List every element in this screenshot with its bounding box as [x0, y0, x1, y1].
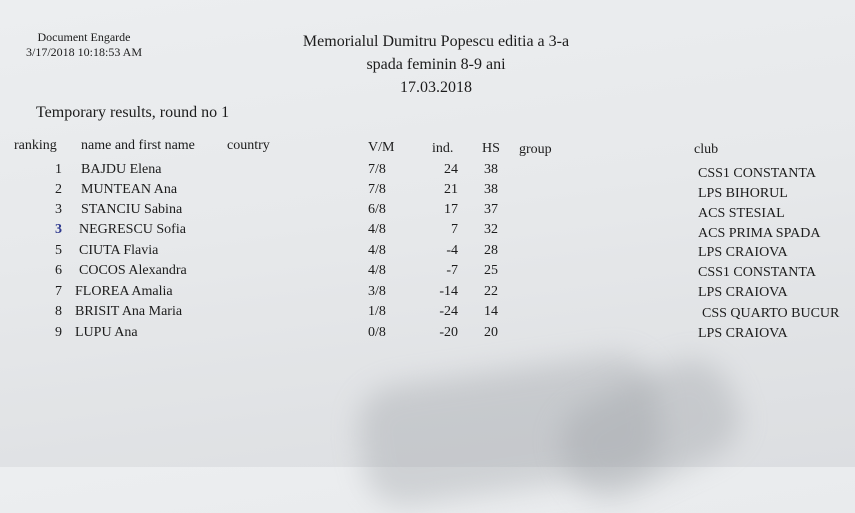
table-row	[0, 162, 855, 182]
name-cell: FLOREA Amalia	[75, 284, 173, 299]
ind-cell: 7	[451, 222, 458, 237]
hs-cell: 28	[484, 243, 498, 258]
vm-cell: 1/8	[368, 304, 386, 319]
ind-cell: 24	[444, 162, 458, 177]
name-cell: LUPU Ana	[75, 325, 138, 340]
ind-cell: -20	[439, 325, 458, 340]
ind-cell: -7	[446, 263, 458, 278]
results-subtitle: Temporary results, round no 1	[36, 104, 230, 121]
document-header	[266, 30, 606, 99]
vm-cell: 4/8	[368, 243, 386, 258]
name-cell: NEGRESCU Sofia	[79, 222, 186, 237]
col-ind: ind.	[432, 141, 454, 156]
col-name: name and first name	[81, 138, 195, 153]
hs-cell: 38	[484, 182, 498, 197]
hs-cell: 20	[484, 325, 498, 340]
ranking-cell: 1	[55, 162, 62, 177]
col-ranking: ranking	[14, 138, 57, 153]
competition-category: spada feminin 8-9 ani	[366, 56, 506, 73]
hs-cell: 25	[484, 263, 498, 278]
vm-cell: 3/8	[368, 284, 386, 299]
ranking-cell: 3	[55, 222, 62, 237]
col-group: group	[519, 142, 552, 157]
col-hs: HS	[482, 141, 500, 156]
table-row	[0, 202, 855, 222]
name-cell: BAJDU Elena	[81, 162, 162, 177]
col-club: club	[694, 142, 719, 157]
ranking-cell: 5	[55, 243, 62, 258]
name-cell: MUNTEAN Ana	[81, 182, 178, 197]
ind-cell: -14	[439, 284, 458, 299]
vm-cell: 7/8	[368, 182, 386, 197]
vm-cell: 4/8	[368, 263, 386, 278]
ranking-cell: 2	[55, 182, 62, 197]
ind-cell: -4	[446, 243, 458, 258]
club-cell: LPS CRAIOVA	[698, 245, 788, 260]
vm-cell: 4/8	[368, 222, 386, 237]
col-country: country	[227, 138, 270, 153]
ranking-cell: 7	[55, 284, 62, 299]
table-row	[0, 284, 855, 304]
name-cell: BRISIT Ana Maria	[75, 304, 183, 319]
club-cell: ACS STESIAL	[698, 206, 785, 221]
club-cell: ACS PRIMA SPADA	[698, 226, 821, 241]
table-row	[0, 325, 855, 345]
hs-cell: 38	[484, 162, 498, 177]
ind-cell: 21	[444, 182, 458, 197]
print-datetime: 3/17/2018 10:18:53 AM	[25, 45, 142, 59]
hs-cell: 37	[484, 202, 498, 217]
club-cell: CSS1 CONSTANTA	[698, 166, 816, 181]
name-cell: COCOS Alexandra	[79, 263, 187, 278]
table-row	[0, 222, 855, 242]
vm-cell: 7/8	[368, 162, 386, 177]
hs-cell: 14	[484, 304, 498, 319]
club-cell: LPS BIHORUL	[698, 186, 788, 201]
club-cell: CSS QUARTO BUCUR	[702, 306, 840, 321]
hs-cell: 32	[484, 222, 498, 237]
name-cell: CIUTA Flavia	[79, 243, 159, 258]
vm-cell: 6/8	[368, 202, 386, 217]
ranking-cell: 8	[55, 304, 62, 319]
ranking-cell: 9	[55, 325, 62, 340]
club-cell: CSS1 CONSTANTA	[698, 265, 816, 280]
ranking-cell: 3	[55, 202, 62, 217]
ind-cell: -24	[439, 304, 458, 319]
competition-date: 17.03.2018	[400, 79, 472, 96]
club-cell: LPS CRAIOVA	[698, 326, 788, 341]
col-vm: V/M	[368, 140, 395, 155]
name-cell: STANCIU Sabina	[81, 202, 183, 217]
competition-title: Memorialul Dumitru Popescu editia a 3-a	[302, 33, 570, 50]
table-row	[0, 304, 855, 324]
hs-cell: 22	[484, 284, 498, 299]
ranking-cell: 6	[55, 263, 62, 278]
document-meta	[14, 30, 154, 60]
table-row	[0, 182, 855, 202]
software-name: Document Engarde	[37, 30, 131, 44]
vm-cell: 0/8	[368, 325, 386, 340]
ind-cell: 17	[444, 202, 458, 217]
table-row	[0, 243, 855, 263]
table-row	[0, 263, 855, 283]
club-cell: LPS CRAIOVA	[698, 285, 788, 300]
